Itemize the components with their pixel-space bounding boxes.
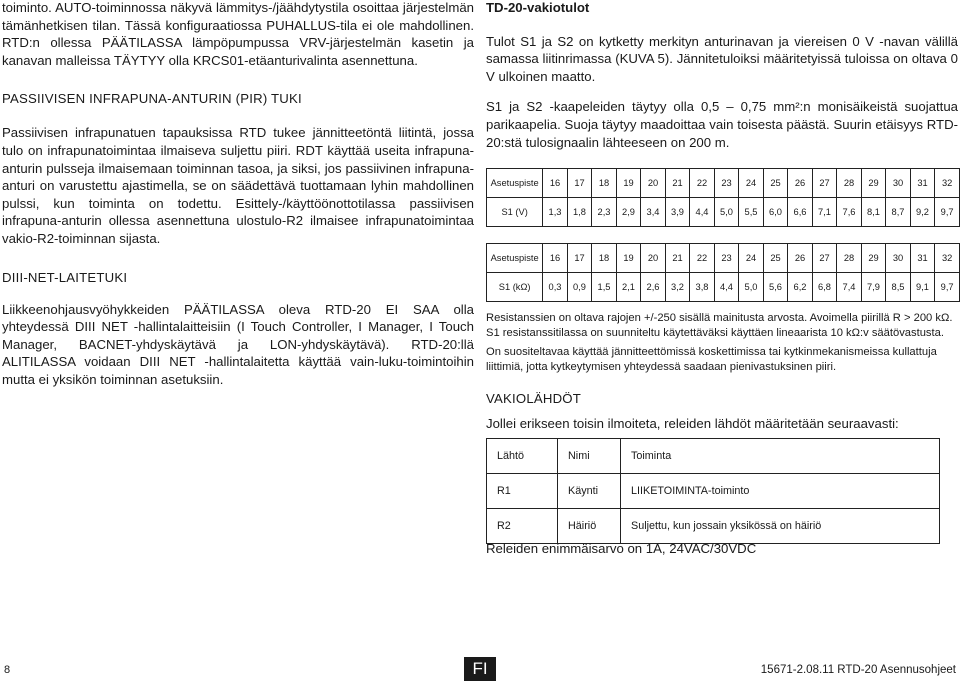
table-row bbox=[487, 169, 960, 198]
value-cell: 3,9 bbox=[665, 198, 690, 227]
value-cell: 8,5 bbox=[886, 273, 911, 302]
value-cell: 6,6 bbox=[788, 198, 813, 227]
value-cell: 5,6 bbox=[763, 273, 788, 302]
setpoint-cell: 21 bbox=[665, 244, 690, 273]
setpoint-cell: 24 bbox=[739, 169, 764, 198]
value-cell: 6,0 bbox=[763, 198, 788, 227]
value-cell: 4,4 bbox=[714, 273, 739, 302]
value-cell: 7,6 bbox=[837, 198, 862, 227]
value-cell: 1,3 bbox=[543, 198, 568, 227]
value-cell: 8,1 bbox=[861, 198, 886, 227]
setpoint-cell: 27 bbox=[812, 244, 837, 273]
value-cell: 4,4 bbox=[690, 198, 715, 227]
td20-heading: TD-20-vakiotulot bbox=[486, 0, 590, 15]
value-cell: 9,7 bbox=[935, 198, 960, 227]
column-header: Toiminta bbox=[621, 439, 940, 474]
value-cell: 9,1 bbox=[910, 273, 935, 302]
value-cell: 9,7 bbox=[935, 273, 960, 302]
value-cell: 9,2 bbox=[910, 198, 935, 227]
table-cell: R1 bbox=[487, 474, 558, 509]
setpoint-label: Asetuspiste bbox=[487, 169, 543, 198]
setpoint-cell: 17 bbox=[567, 244, 592, 273]
setpoint-cell: 30 bbox=[886, 244, 911, 273]
left-column bbox=[2, 0, 474, 389]
pir-paragraph: Passiivisen infrapunatuen tapauksissa RTD tukee jännitteetöntä liitintä, jossa tulo on infrapunatoimintaa ilmaiseva suljettu piiri. RDT käyttää useita infrapuna-anturin pulsseja ilmaisemaan toiminnan tasoa, ja siksi, jos passiivinen infrapuna-anturi on varustettu ajastimella, se on säädettävä tuottamaan lyhin mahdollinen pulssi, kun toiminta on todettu. Esittely-/käyttöönottotilassa passiivisen infrapuna-anturin ollessa asennettuna ulostulo-R2 ilmaisee infrapunatoimintaa vakio-R2-toiminnan sijasta. bbox=[2, 125, 474, 246]
resistance-note: Resistanssien on oltava rajojen +/-250 sisällä mainitusta arvosta. Avoimella piirillä R > 200 kΩ. S1 resistanssitilassa on suunniteltu käytettäväksi käyttäen lineaarista 10 kΩ:v säätövastusta. bbox=[486, 312, 953, 339]
column-header: Nimi bbox=[558, 439, 621, 474]
relay-table bbox=[486, 438, 940, 544]
value-cell: 3,2 bbox=[665, 273, 690, 302]
value-cell: 7,1 bbox=[812, 198, 837, 227]
value-cell: 2,9 bbox=[616, 198, 641, 227]
table-row bbox=[487, 198, 960, 227]
table-row bbox=[487, 474, 940, 509]
table-row bbox=[487, 273, 960, 302]
table-cell: LIIKETOIMINTA-toiminto bbox=[621, 474, 940, 509]
column-header: Lähtö bbox=[487, 439, 558, 474]
table-row bbox=[487, 509, 940, 544]
setpoint-cell: 20 bbox=[641, 244, 666, 273]
table-cell: Suljettu, kun jossain yksikössä on häiriö bbox=[621, 509, 940, 544]
setpoint-label: Asetuspiste bbox=[487, 244, 543, 273]
setpoint-cell: 32 bbox=[935, 169, 960, 198]
setpoint-cell: 28 bbox=[837, 244, 862, 273]
setpoint-cell: 16 bbox=[543, 244, 568, 273]
setpoint-cell: 31 bbox=[910, 169, 935, 198]
setpoint-cell: 26 bbox=[788, 244, 813, 273]
diii-heading: DIII-NET-LAITETUKI bbox=[2, 269, 128, 285]
setpoint-cell: 22 bbox=[690, 169, 715, 198]
setpoint-cell: 17 bbox=[567, 169, 592, 198]
setpoint-cell: 32 bbox=[935, 244, 960, 273]
td20-paragraph: Tulot S1 ja S2 on kytketty merkityn anturinavan ja viereisen 0 V -navan välillä samassa liitinrimassa (KUVA 5). Jännitetuloiksi määritetyissä tuloissa on oltava 0 V ulkoinen maatto. bbox=[486, 33, 958, 84]
value-cell: 7,4 bbox=[837, 273, 862, 302]
language-badge: FI bbox=[464, 657, 496, 681]
setpoint-cell: 31 bbox=[910, 244, 935, 273]
intro-paragraph: toiminto. AUTO-toiminnossa näkyvä lämmitys-/jäähdytystila osoittaa järjestelmän tämänhetkisen tilan. Tässä konfiguraatiossa PUHALLUS-tila ei ole mahdollinen. RTD:n ollessa PÄÄTILASSA lämpöpumpussa VRV-järjestelmän kasetin ja kanavan malleissa TÄYTYY olla KRCS01-etäanturivalinta asennettuna. bbox=[2, 0, 474, 68]
value-cell: 7,9 bbox=[861, 273, 886, 302]
value-cell: 1,8 bbox=[567, 198, 592, 227]
value-cell: 8,7 bbox=[886, 198, 911, 227]
setpoint-cell: 23 bbox=[714, 244, 739, 273]
value-cell: 5,5 bbox=[739, 198, 764, 227]
resistance-table bbox=[486, 243, 960, 302]
setpoint-cell: 24 bbox=[739, 244, 764, 273]
value-label: S1 (kΩ) bbox=[487, 273, 543, 302]
cable-paragraph: S1 ja S2 -kaapeleiden täytyy olla 0,5 – 0,75 mm²:n monisäikeistä suojattua parikaapelia. Suoja täytyy maadoittaa vain toisesta päästä. Suurin etäisyys RTD-20:stä tulosignaalin lähteeseen on 200 m. bbox=[486, 99, 958, 150]
setpoint-cell: 26 bbox=[788, 169, 813, 198]
value-cell: 5,0 bbox=[739, 273, 764, 302]
value-cell: 3,4 bbox=[641, 198, 666, 227]
voltage-table bbox=[486, 168, 960, 227]
setpoint-cell: 25 bbox=[763, 169, 788, 198]
relay-heading: VAKIOLÄHDÖT bbox=[486, 391, 582, 406]
table-row bbox=[487, 244, 960, 273]
advice-note: On suositeltavaa käyttää jännitteettömissä koskettimissa tai kytkinmekanismeissa kullattuja liittimiä, jotta kytkeytymisen yhteydessä saadaan pienivastuksinen piiri. bbox=[486, 346, 937, 373]
value-cell: 2,3 bbox=[592, 198, 617, 227]
setpoint-cell: 30 bbox=[886, 169, 911, 198]
value-cell: 1,5 bbox=[592, 273, 617, 302]
value-cell: 2,1 bbox=[616, 273, 641, 302]
document-reference: 15671-2.08.11 RTD-20 Asennusohjeet bbox=[760, 664, 956, 676]
value-cell: 2,6 bbox=[641, 273, 666, 302]
setpoint-cell: 19 bbox=[616, 169, 641, 198]
setpoint-cell: 19 bbox=[616, 244, 641, 273]
table-cell: Käynti bbox=[558, 474, 621, 509]
value-cell: 6,2 bbox=[788, 273, 813, 302]
setpoint-cell: 20 bbox=[641, 169, 666, 198]
pir-heading: PASSIIVISEN INFRAPUNA-ANTURIN (PIR) TUKI bbox=[2, 91, 302, 107]
relay-intro: Jollei erikseen toisin ilmoiteta, releiden lähdöt määritetään seuraavasti: bbox=[486, 416, 899, 431]
setpoint-cell: 28 bbox=[837, 169, 862, 198]
setpoint-cell: 18 bbox=[592, 169, 617, 198]
relay-footer: Releiden enimmäisarvo on 1A, 24VAC/30VDC bbox=[486, 541, 757, 556]
setpoint-cell: 27 bbox=[812, 169, 837, 198]
setpoint-cell: 29 bbox=[861, 169, 886, 198]
value-cell: 6,8 bbox=[812, 273, 837, 302]
table-cell: R2 bbox=[487, 509, 558, 544]
value-cell: 5,0 bbox=[714, 198, 739, 227]
diii-paragraph: Liikkeenohjausvyöhykkeiden PÄÄTILASSA oleva RTD-20 EI SAA olla yhteydessä DIII NET -hallintalaitteisiin (I Touch Controller, I Manager, I Touch Manager, BACNET-yhdyskäytävä ja LON-yhdyskäytävä). RTD-20:llä ALITILASSA voidaan DIII NET -hallintalaitetta käyttää vain-luku-toimintoihin mutta ei yksikön toiminnan asetuksiin. bbox=[2, 301, 474, 387]
value-cell: 0,9 bbox=[567, 273, 592, 302]
table-header-row bbox=[487, 439, 940, 474]
setpoint-cell: 18 bbox=[592, 244, 617, 273]
setpoint-cell: 23 bbox=[714, 169, 739, 198]
setpoint-cell: 29 bbox=[861, 244, 886, 273]
setpoint-cell: 16 bbox=[543, 169, 568, 198]
value-cell: 3,8 bbox=[690, 273, 715, 302]
value-label: S1 (V) bbox=[487, 198, 543, 227]
setpoint-cell: 21 bbox=[665, 169, 690, 198]
right-column bbox=[486, 0, 958, 151]
setpoint-cell: 22 bbox=[690, 244, 715, 273]
value-cell: 0,3 bbox=[543, 273, 568, 302]
setpoint-cell: 25 bbox=[763, 244, 788, 273]
table-cell: Häiriö bbox=[558, 509, 621, 544]
page-number: 8 bbox=[4, 664, 11, 676]
